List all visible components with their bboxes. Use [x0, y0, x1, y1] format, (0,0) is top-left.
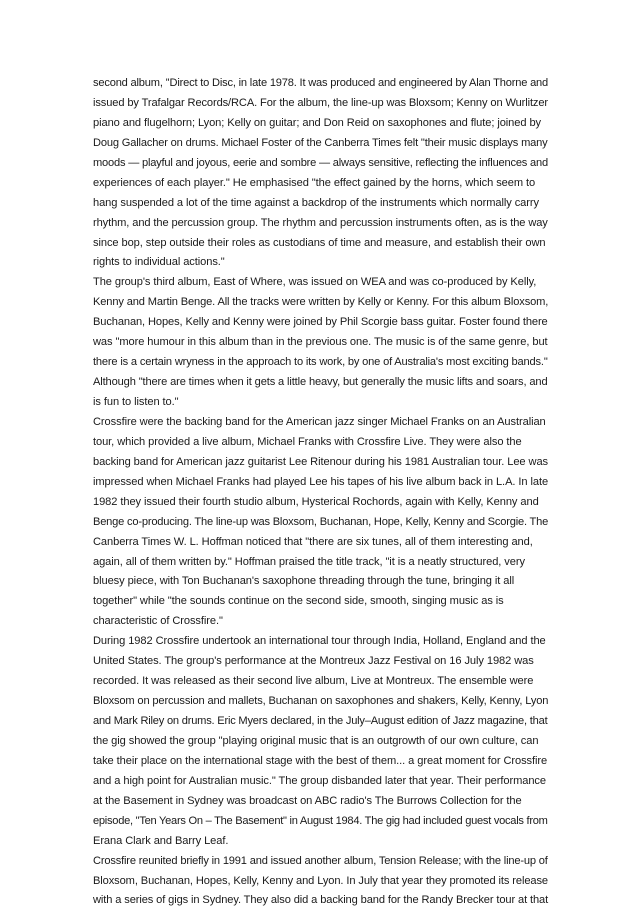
text-line: second album, ''Direct to Disc, in late 1978. It was produced and engineered by Alan Thorne and [93, 77, 549, 89]
text-line: During 1982 Crossfire undertook an international tour through India, Holland, England and the [93, 635, 546, 648]
text-line: recorded. It was released as their second live album, Live at Montreux. The ensemble were [93, 675, 534, 688]
text-line: Canberra Times W. L. Hoffman noticed that "there are six tunes, all of them interesting and, [93, 535, 533, 548]
text-line: backing band for American jazz guitarist Lee Ritenour during his 1981 Australian tour. Lee was [93, 455, 548, 468]
text-line: and Mark Riley on drums. Eric Myers declared, in the July–August edition of Jazz magazine, that [93, 715, 548, 727]
text-line: Bloxsom on percussion and mallets, Buchanan on saxophones and shakers, Kelly, Kenny, Lyon [93, 695, 549, 708]
text-line: The group's third album, East of Where, was issued on WEA and was co-produced by Kelly, [93, 276, 537, 289]
text-line: again, all of them written by." Hoffman praised the title track, "it is a neatly structured, very [93, 555, 525, 568]
text-line: and a high point for Australian music." The group disbanded later that year. Their performance [93, 774, 546, 787]
text-line: take their place on the international stage with the best of them... a great moment for Crossfire [93, 754, 548, 767]
text-line: Kenny and Martin Benge. All the tracks were written by Kelly or Kenny. For this album Bloxsom, [93, 296, 549, 309]
text-line: impressed when Michael Franks had played Lee his tapes of his live album back in L.A. In late [93, 475, 549, 488]
text-line: Bloxsom, Buchanan, Hopes, Kelly, Kenny and Lyon. In July that year they promoted its release [93, 874, 548, 887]
paragraph [93, 852, 548, 911]
text-line: tour, which provided a live album, Michael Franks with Crossfire Live. They were also the [93, 435, 522, 448]
text-line: episode, "Ten Years On – The Basement" in August 1984. The gig had included guest vocals from [93, 814, 548, 827]
paragraph [93, 273, 548, 413]
text-line: since bop, step outside their roles as custodians of time and measure, and establish their own [93, 236, 546, 249]
text-line: United States. The group's performance at the Montreux Jazz Festival on 16 July 1982 was [93, 655, 534, 668]
text-line: Buchanan, Hopes, Kelly and Kenny were joined by Phil Scorgie bass guitar. Foster found there [93, 316, 548, 329]
text-line: Doug Gallacher on drums. Michael Foster of the Canberra Times felt "their music displays many [93, 136, 548, 149]
document-body [93, 74, 548, 911]
text-line: issued by Trafalgar Records/RCA. For the album, the line-up was Bloxsom; Kenny on Wurlitzer [93, 96, 549, 109]
text-line: there is a certain wryness in the approach to its work, by one of Australia's most exciting bands." [93, 356, 548, 369]
text-line: Crossfire reunited briefly in 1991 and issued another album, Tension Release; with the line-up of [93, 854, 548, 867]
text-line: Erana Clark and Barry Leaf. [93, 834, 229, 847]
text-line: together" while "the sounds continue on the second side, smooth, singing music as is [93, 595, 504, 608]
paragraph [93, 632, 548, 851]
paragraph [93, 413, 548, 632]
text-line: characteristic of Crossfire." [93, 615, 223, 628]
text-line: hang suspended a lot of the time against a backdrop of the instruments which normally carry [93, 196, 539, 209]
text-line: piano and flugelhorn; Lyon; Kelly on guitar; and Don Reid on saxophones and flute; joined by [93, 116, 542, 129]
paragraph [93, 74, 548, 273]
text-line: bluesy piece, with Ton Buchanan's saxophone threading through the tune, bringing it all [93, 575, 515, 588]
text-line: Benge co-producing. The line-up was Bloxsom, Buchanan, Hope, Kelly, Kenny and Scorgie. The [93, 515, 549, 528]
text-line: Crossfire were the backing band for the American jazz singer Michael Franks on an Australian [93, 415, 546, 428]
text-line: 1982 they issued their fourth studio album, Hysterical Rochords, again with Kelly, Kenny and [93, 495, 539, 508]
text-line: rights to individual actions." [93, 256, 225, 269]
text-line: Although "there are times when it gets a little heavy, but generally the music lifts and soars, and [93, 376, 548, 389]
text-line: with a series of gigs in Sydney. They also did a backing band for the Randy Brecker tour at that [93, 894, 549, 907]
text-line: rhythm, and the percussion group. The rhythm and percussion instruments often, as is the way [93, 216, 548, 229]
text-line: at the Basement in Sydney was broadcast on ABC radio's The Burrows Collection for the [93, 794, 522, 807]
text-line: was "more humour in this album than in the previous one. The music is of the same genre, but [93, 336, 548, 349]
text-line: is fun to listen to." [93, 396, 179, 408]
text-line: moods — playful and joyous, eerie and sombre — always sensitive, reflecting the influences and [93, 156, 548, 169]
text-line: the gig showed the group "playing original music that is an outgrowth of our own culture, can [93, 734, 539, 747]
text-line: experiences of each player." He emphasised "the effect gained by the horns, which seem to [93, 176, 536, 189]
